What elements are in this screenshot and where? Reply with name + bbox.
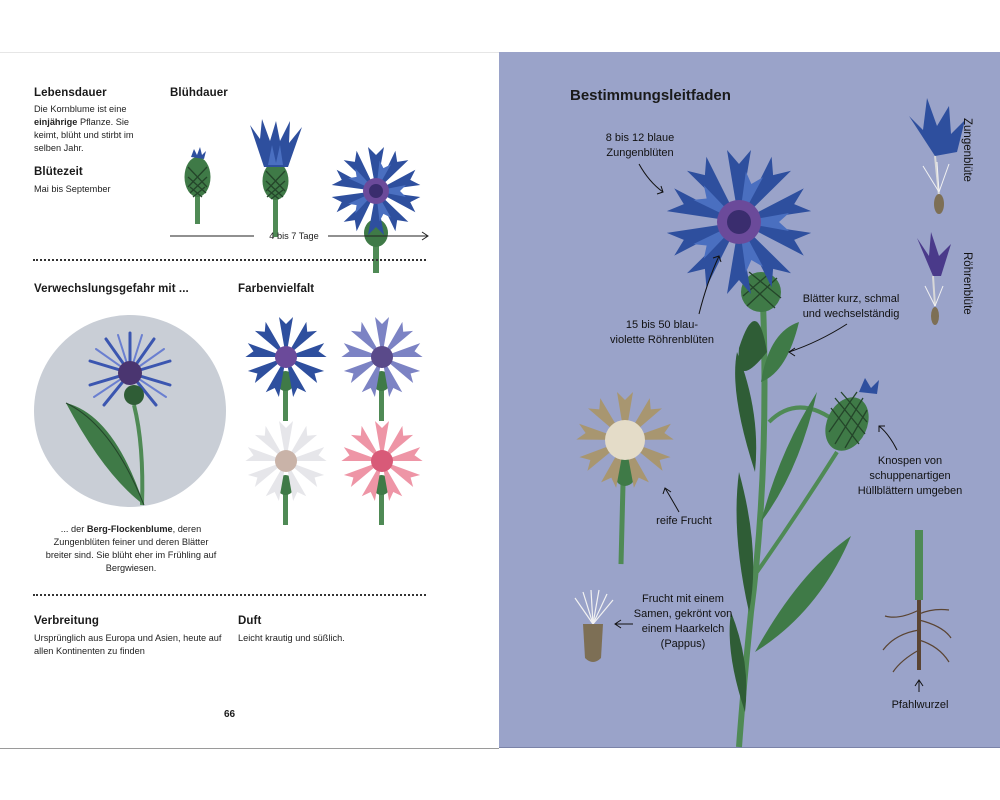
label-roehrenbluete-vertical: Röhrenblüte [961,252,973,315]
farbenvielfalt-heading: Farbenvielfalt [238,283,315,295]
label-frucht-samen: Frucht mit einem Samen, gekrönt von einem Haarkelch (Pappus) [633,593,733,650]
book-spread [0,52,1000,747]
section-divider [33,259,426,261]
cornflower-pink-icon [334,419,430,527]
section-divider [33,594,426,596]
berg-flockenblume-illustration [34,315,226,507]
label-zungenbluete-vertical: Zungenblüte [961,118,973,182]
verwechslung-caption [40,523,222,575]
lebensdauer-text-bold: einjährige [34,117,78,127]
label-pfahlwurzel: Pfahlwurzel [891,699,949,711]
page-number: 66 [224,709,236,720]
caption-bold: Berg-Flockenblume [86,524,173,534]
right-page [499,52,1000,748]
page-title: Bestimmungsleitfaden [570,87,731,104]
cornflower-main-illustration [499,52,999,747]
label-reife-frucht: reife Frucht [656,515,712,527]
verbreitung-heading: Verbreitung [34,615,100,627]
bud-icon [178,145,218,225]
cornflower-white-icon [238,419,334,527]
label-knospen: Knospen von schuppenartigen Hüllblättern umgeben [857,455,963,497]
lebensdauer-heading: Lebensdauer [34,87,107,99]
lebensdauer-text-post: Pflanze. Sie keimt, blüht und stirbt im selben Jahr. [34,117,134,153]
label-zungenblueten: 8 bis 12 blaue Zungenblüten [605,132,675,159]
cornflower-blue-icon [238,315,334,423]
left-page [0,52,499,749]
lebensdauer-text-pre: Die Kornblume ist eine [34,104,127,114]
duft-text: Leicht krautig und süßlich. [238,633,345,643]
duration-label: 4 bis 7 Tage [269,231,319,241]
lebensdauer-text [34,103,154,155]
verbreitung-text: Ursprünglich aus Europa und Asien, heute auf allen Kontinenten zu finden [34,633,222,656]
bluehdauer-heading: Blühdauer [170,87,228,99]
bluetezeit-heading: Blütezeit [34,166,83,178]
duft-heading: Duft [238,615,262,627]
caption-post: , deren Zungenblüten feiner und deren Blätter breiter sind. Sie blüht eher im Frühling auf Bergwiesen. [45,524,217,573]
full-bloom-flower-icon [322,147,432,277]
verwechslung-heading: Verwechslungsgefahr mit ... [34,283,189,295]
label-roehrenblueten: 15 bis 50 blau-violette Röhrenblüten [610,319,714,346]
half-open-flower-icon [246,119,306,239]
label-blaetter: Blätter kurz, schmal und wechselständig [802,293,900,320]
cornflower-lavender-icon [334,315,430,423]
caption-pre: ... der [60,524,87,534]
bluetezeit-text: Mai bis September [34,184,111,194]
